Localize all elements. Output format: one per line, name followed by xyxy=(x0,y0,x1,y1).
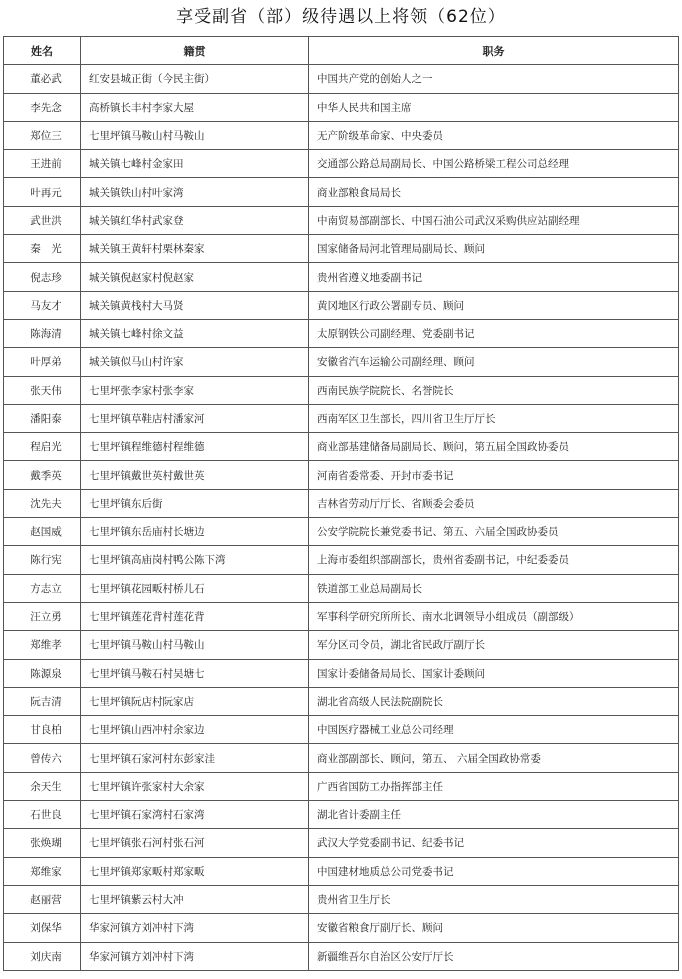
position-cell: 新疆维吾尔自治区公安厅厅长 xyxy=(309,942,679,970)
name-cell: 秦 光 xyxy=(4,235,81,263)
name-cell: 汪立勇 xyxy=(4,602,81,630)
position-cell: 安徽省粮食厅副厅长、顾问 xyxy=(309,914,679,942)
origin-cell: 七里坪镇东岳庙村长塘边 xyxy=(81,518,309,546)
position-cell: 贵州省卫生厅长 xyxy=(309,885,679,913)
table-row xyxy=(4,744,679,772)
table-row xyxy=(4,178,679,206)
table-row xyxy=(4,319,679,347)
position-cell: 无产阶级革命家、中央委员 xyxy=(309,121,679,149)
position-cell: 上海市委组织部副部长，贵州省委副书记，中纪委委员 xyxy=(309,546,679,574)
table-row xyxy=(4,150,679,178)
origin-cell: 城关镇红华村武家登 xyxy=(81,206,309,234)
table-row xyxy=(4,376,679,404)
table-row xyxy=(4,885,679,913)
table-row xyxy=(4,235,679,263)
table-row xyxy=(4,121,679,149)
position-cell: 中国建材地质总公司党委书记 xyxy=(309,857,679,885)
name-cell: 余天生 xyxy=(4,772,81,800)
table-header xyxy=(4,37,679,65)
position-cell: 中南贸易部副部长、中国石油公司武汉采购供应站副经理 xyxy=(309,206,679,234)
table-row xyxy=(4,518,679,546)
position-cell: 军事科学研究所所长、南水北调领导小组成员（副部级） xyxy=(309,602,679,630)
table-row xyxy=(4,546,679,574)
name-cell: 倪志珍 xyxy=(4,263,81,291)
origin-cell: 华家河镇方刘冲村下湾 xyxy=(81,942,309,970)
name-cell: 刘庆南 xyxy=(4,942,81,970)
table-row xyxy=(4,659,679,687)
name-cell: 刘保华 xyxy=(4,914,81,942)
header-name: 姓名 xyxy=(4,37,81,65)
origin-cell: 七里坪镇阮店村阮家店 xyxy=(81,687,309,715)
position-cell: 吉林省劳动厅厅长、省顾委会委员 xyxy=(309,489,679,517)
name-cell: 曾传六 xyxy=(4,744,81,772)
name-cell: 赵丽营 xyxy=(4,885,81,913)
name-cell: 陈海清 xyxy=(4,319,81,347)
name-cell: 叶厚弟 xyxy=(4,348,81,376)
header-row xyxy=(4,37,679,65)
position-cell: 中华人民共和国主席 xyxy=(309,93,679,121)
name-cell: 王进前 xyxy=(4,150,81,178)
position-cell: 中国共产党的创始人之一 xyxy=(309,65,679,93)
position-cell: 武汉大学党委副书记、纪委书记 xyxy=(309,829,679,857)
origin-cell: 城关镇七峰村金家田 xyxy=(81,150,309,178)
table-row xyxy=(4,348,679,376)
name-cell: 方志立 xyxy=(4,574,81,602)
origin-cell: 七里坪镇花园畈村桥儿石 xyxy=(81,574,309,602)
table-row xyxy=(4,772,679,800)
position-cell: 商业部基建储备局副局长、顾问，第五届全国政协委员 xyxy=(309,433,679,461)
name-cell: 郑维家 xyxy=(4,857,81,885)
name-cell: 郑位三 xyxy=(4,121,81,149)
table-row xyxy=(4,574,679,602)
position-cell: 太原钢铁公司副经理、党委副书记 xyxy=(309,319,679,347)
name-cell: 武世洪 xyxy=(4,206,81,234)
origin-cell: 华家河镇方刘冲村下湾 xyxy=(81,914,309,942)
origin-cell: 城关镇七峰村徐文益 xyxy=(81,319,309,347)
table-row xyxy=(4,687,679,715)
table-row xyxy=(4,291,679,319)
position-cell: 中国医疗器械工业总公司经理 xyxy=(309,716,679,744)
origin-cell: 城关镇倪赵家村倪赵家 xyxy=(81,263,309,291)
origin-cell: 七里坪镇郑家畈村郑家畈 xyxy=(81,857,309,885)
origin-cell: 七里坪镇莲花背村莲花背 xyxy=(81,602,309,630)
name-cell: 赵国威 xyxy=(4,518,81,546)
table-row xyxy=(4,65,679,93)
position-cell: 西南军区卫生部长，四川省卫生厅厅长 xyxy=(309,404,679,432)
generals-table xyxy=(3,36,679,971)
page-title: 享受副省（部）级待遇以上将领（62位） xyxy=(176,7,506,27)
name-cell: 沈先夫 xyxy=(4,489,81,517)
position-cell: 国家计委储备局局长、国家计委顾问 xyxy=(309,659,679,687)
name-cell: 陈行宪 xyxy=(4,546,81,574)
table-row xyxy=(4,93,679,121)
name-cell: 李先念 xyxy=(4,93,81,121)
table-row xyxy=(4,206,679,234)
name-cell: 董必武 xyxy=(4,65,81,93)
table-row xyxy=(4,716,679,744)
origin-cell: 七里坪镇高庙岗村鸭公陈下湾 xyxy=(81,546,309,574)
position-cell: 湖北省高级人民法院副院长 xyxy=(309,687,679,715)
position-cell: 安徽省汽车运输公司副经理、顾问 xyxy=(309,348,679,376)
position-cell: 交通部公路总局副局长、中国公路桥梁工程公司总经理 xyxy=(309,150,679,178)
position-cell: 湖北省计委副主任 xyxy=(309,801,679,829)
position-cell: 贵州省遵义地委副书记 xyxy=(309,263,679,291)
position-cell: 黄冈地区行政公署副专员、顾问 xyxy=(309,291,679,319)
table-row xyxy=(4,489,679,517)
name-cell: 马友才 xyxy=(4,291,81,319)
origin-cell: 城关镇铁山村叶家湾 xyxy=(81,178,309,206)
name-cell: 潘阳泰 xyxy=(4,404,81,432)
table-row xyxy=(4,631,679,659)
origin-cell: 红安县城正街（今民主街） xyxy=(81,65,309,93)
table-row xyxy=(4,829,679,857)
name-cell: 陈源泉 xyxy=(4,659,81,687)
name-cell: 戴季英 xyxy=(4,461,81,489)
table-row xyxy=(4,801,679,829)
origin-cell: 城关镇似马山村许家 xyxy=(81,348,309,376)
origin-cell: 七里坪张李家村张李家 xyxy=(81,376,309,404)
table-row xyxy=(4,914,679,942)
name-cell: 张焕瑚 xyxy=(4,829,81,857)
origin-cell: 七里坪镇戴世英村戴世英 xyxy=(81,461,309,489)
position-cell: 商业部副部长、顾问，第五、 六届全国政协常委 xyxy=(309,744,679,772)
origin-cell: 七里坪镇许张家村大余家 xyxy=(81,772,309,800)
name-cell: 阮吉清 xyxy=(4,687,81,715)
name-cell: 程启光 xyxy=(4,433,81,461)
name-cell: 叶再元 xyxy=(4,178,81,206)
origin-cell: 七里坪镇石家河村东彭家洼 xyxy=(81,744,309,772)
origin-cell: 七里坪镇马鞍山村马鞍山 xyxy=(81,631,309,659)
position-cell: 河南省委常委、开封市委书记 xyxy=(309,461,679,489)
origin-cell: 七里坪镇石家湾村石家湾 xyxy=(81,801,309,829)
name-cell: 石世良 xyxy=(4,801,81,829)
table-row xyxy=(4,942,679,970)
origin-cell: 七里坪镇程维德村程维德 xyxy=(81,433,309,461)
origin-cell: 城关镇王黄轩村栗林秦家 xyxy=(81,235,309,263)
origin-cell: 七里坪镇东后街 xyxy=(81,489,309,517)
table-row xyxy=(4,857,679,885)
header-origin: 籍贯 xyxy=(81,37,309,65)
table-body xyxy=(4,65,679,971)
origin-cell: 七里坪镇山西冲村余家边 xyxy=(81,716,309,744)
table-row xyxy=(4,461,679,489)
header-position: 职务 xyxy=(309,37,679,65)
table-row xyxy=(4,602,679,630)
origin-cell: 城关镇黄栈村大马贤 xyxy=(81,291,309,319)
name-cell: 郑维孝 xyxy=(4,631,81,659)
position-cell: 商业部粮食局局长 xyxy=(309,178,679,206)
origin-cell: 高桥镇长丰村李家大屋 xyxy=(81,93,309,121)
position-cell: 军分区司令员，湖北省民政厅副厅长 xyxy=(309,631,679,659)
position-cell: 西南民族学院院长、名誉院长 xyxy=(309,376,679,404)
position-cell: 国家储备局河北管理局副局长、顾问 xyxy=(309,235,679,263)
origin-cell: 七里坪镇马鞍石村吴塘七 xyxy=(81,659,309,687)
position-cell: 广西省国防工办指挥部主任 xyxy=(309,772,679,800)
position-cell: 公安学院院长兼党委书记、第五、六届全国政协委员 xyxy=(309,518,679,546)
table-row xyxy=(4,433,679,461)
name-cell: 甘良柏 xyxy=(4,716,81,744)
origin-cell: 七里坪镇草鞋店村潘家河 xyxy=(81,404,309,432)
origin-cell: 七里坪镇紫云村大冲 xyxy=(81,885,309,913)
origin-cell: 七里坪镇马鞍山村马鞍山 xyxy=(81,121,309,149)
table-row xyxy=(4,263,679,291)
position-cell: 铁道部工业总局副局长 xyxy=(309,574,679,602)
origin-cell: 七里坪镇张石河村张石河 xyxy=(81,829,309,857)
table-row xyxy=(4,404,679,432)
name-cell: 张天伟 xyxy=(4,376,81,404)
